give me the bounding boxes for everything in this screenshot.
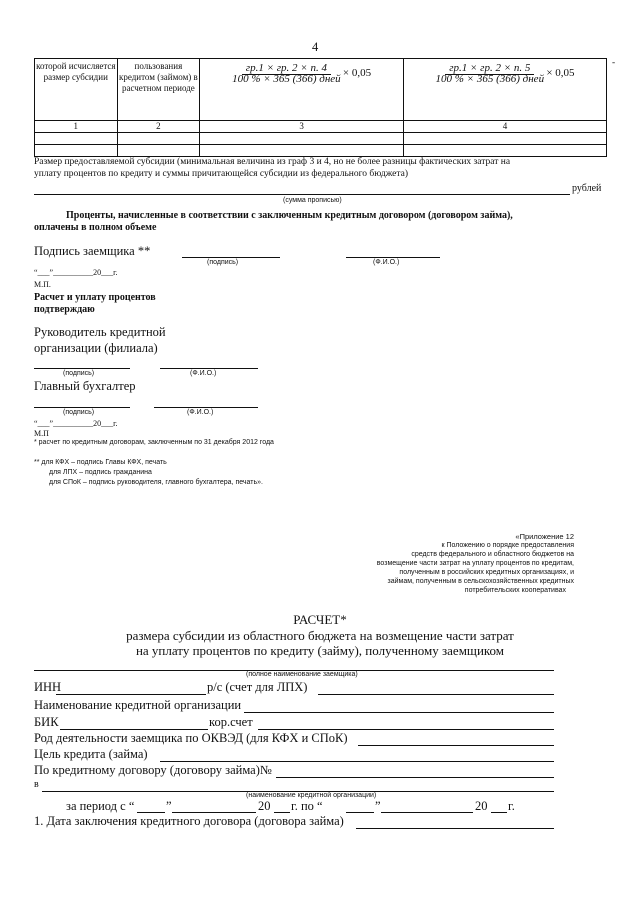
kor-label: кор.счет <box>209 715 253 729</box>
head-fio-line <box>160 368 258 369</box>
appendix-header <box>377 532 574 595</box>
accountant-fio-line <box>154 407 258 408</box>
col-number-3: 3 <box>200 121 404 133</box>
table-header-2: пользования кредитом (займом) в расчетном периоде <box>118 61 198 93</box>
interest-text-1: Проценты, начисленные в соответствии с заключенным кредитным договором (договором займа), <box>66 210 513 221</box>
appendix-line-4: возмещение части затрат на уплату процентов по кредитам, <box>376 560 574 567</box>
col-number-2: 2 <box>117 121 200 133</box>
period-g: г. <box>508 799 515 813</box>
accountant-fio-caption: (Ф.И.О.) <box>187 409 214 416</box>
formula3-denominator: 100 % × 365 (366) дней <box>232 73 341 85</box>
borrower-name-caption: (полное наименование заемщика) <box>246 671 358 678</box>
period-year2: 20 <box>475 799 488 813</box>
bik-label: БИК <box>34 715 59 729</box>
calc-subtitle-1: размера субсидии из областного бюджета на возмещение части затрат <box>126 628 514 643</box>
confirm-text-1: Расчет и уплату процентов <box>34 292 156 303</box>
appendix-line-1: «Приложение 12 <box>515 532 574 541</box>
subsidy-table <box>34 58 607 157</box>
formula4-multiplier: × 0,05 <box>546 67 575 80</box>
col-number-1: 1 <box>35 121 118 133</box>
formula-3 <box>200 59 403 85</box>
head-signature-caption: (подпись) <box>63 370 95 377</box>
period-day2-line[interactable] <box>346 812 374 813</box>
formula3-numerator: гр.1 × гр. 2 × п. 4 <box>242 62 331 75</box>
rubles-label: рублей <box>572 183 602 194</box>
col-number-4: 4 <box>404 121 607 133</box>
calc-title: РАСЧЕТ* <box>293 612 347 627</box>
head-signature-line <box>34 368 130 369</box>
sum-line <box>34 194 570 195</box>
borrower-mp: М.П. <box>34 280 51 289</box>
credit-org-label: Наименование кредитной организации <box>34 698 242 712</box>
item-1-field-line[interactable] <box>356 828 554 829</box>
period-quote1: ” <box>166 799 172 813</box>
accountant-signature-line <box>34 407 130 408</box>
calc-subtitle-2: на уплату процентов по кредиту (займу), полученному заемщиком <box>135 643 505 658</box>
formula3-multiplier: × 0,05 <box>342 67 372 80</box>
footnote-1: * расчет по кредитным договорам, заключенным по 31 декабря 2012 года <box>34 439 274 446</box>
inn-field-line[interactable] <box>56 694 206 695</box>
item-1-label: 1. Дата заключения кредитного договора (договора займа) <box>34 814 344 828</box>
period-quote2: ” <box>375 799 381 813</box>
rs-field-line[interactable] <box>318 694 554 695</box>
head-label-2: организации (филиала) <box>34 341 158 355</box>
borrower-fio-caption: (Ф.И.О.) <box>373 259 400 266</box>
formula-4 <box>404 59 606 85</box>
kor-field-line[interactable] <box>258 729 554 730</box>
credit-org-field-line[interactable] <box>244 712 554 713</box>
appendix-line-6: займам, полученным в сельскохозяйственных кредитных <box>387 578 574 585</box>
activity-label: Род деятельности заемщика по ОКВЭД (для КФХ и СПоК) <box>34 731 348 745</box>
purpose-label: Цель кредита (займа) <box>34 747 148 761</box>
borrower-date-line: “___”__________20___г. <box>34 268 118 277</box>
credit-org-name-caption: (наименование кредитной организации) <box>246 792 377 799</box>
accountant-mp: М.П <box>34 429 49 438</box>
confirm-text-2: подтверждаю <box>34 304 95 315</box>
footnote-2-line-1: ** для КФХ – подпись Главы КФХ, печать <box>34 459 167 466</box>
period-prefix: за период с “ <box>66 799 135 813</box>
table-header-1: которой исчисляется размер субсидии <box>36 61 116 82</box>
period-year1-line[interactable] <box>274 812 290 813</box>
v-label: в <box>34 779 39 790</box>
accountant-date-line: “___”__________20___г. <box>34 419 118 428</box>
rs-label: р/с (счет для ЛПХ) <box>207 680 308 694</box>
accountant-signature-caption: (подпись) <box>63 409 95 416</box>
borrower-signature-caption: (подпись) <box>207 259 239 266</box>
borrower-signature-label: Подпись заемщика ** <box>34 244 151 258</box>
footnote-2-line-2: для ЛПХ – подпись гражданина <box>49 469 152 476</box>
subsidy-size-text-1: Размер предоставляемой субсидии (минимальная величина из граф 3 и 4, но не более разницы фактических затрат на <box>34 157 511 167</box>
borrower-signature-line <box>182 257 280 258</box>
period-month1-line[interactable] <box>172 812 256 813</box>
chief-accountant-label: Главный бухгалтер <box>34 379 136 393</box>
margin-dash: - <box>612 58 616 68</box>
head-fio-caption: (Ф.И.О.) <box>190 370 217 377</box>
subsidy-size-text-2: уплату процентов по кредиту и суммы причитающейся субсидии из федерального бюджета) <box>34 169 408 179</box>
purpose-field-line[interactable] <box>160 761 554 762</box>
period-year2-line[interactable] <box>491 812 507 813</box>
period-to: г. по “ <box>291 799 323 813</box>
appendix-line-7: потребительских кооперативах <box>464 587 566 594</box>
page-number: 4 <box>312 40 319 54</box>
head-label-1: Руководитель кредитной <box>34 325 166 339</box>
interest-text-2: оплачены в полном объеме <box>34 222 157 233</box>
appendix-line-2: к Положению о порядке предоставления <box>441 542 574 549</box>
inn-label: ИНН <box>34 680 62 694</box>
footnote-2-line-3: для СПоК – подпись руководителя, главного бухгалтера, печать». <box>49 479 263 486</box>
period-year1: 20 <box>258 799 271 813</box>
borrower-fio-line <box>346 257 440 258</box>
appendix-line-3: средств федерального и областного бюджетов на <box>411 551 574 558</box>
formula4-numerator: гр.1 × гр. 2 × п. 5 <box>445 62 534 75</box>
contract-label: По кредитному договору (договору займа)№ <box>34 763 272 777</box>
contract-field-line[interactable] <box>276 777 554 778</box>
bik-field-line[interactable] <box>60 729 208 730</box>
appendix-line-5: полученным в российских кредитных организациях, и <box>399 569 574 576</box>
sum-in-words-label: (сумма прописью) <box>283 197 342 204</box>
activity-field-line[interactable] <box>358 745 554 746</box>
period-month2-line[interactable] <box>381 812 473 813</box>
formula4-denominator: 100 % × 365 (366) дней <box>435 73 545 85</box>
period-day1-line[interactable] <box>137 812 165 813</box>
